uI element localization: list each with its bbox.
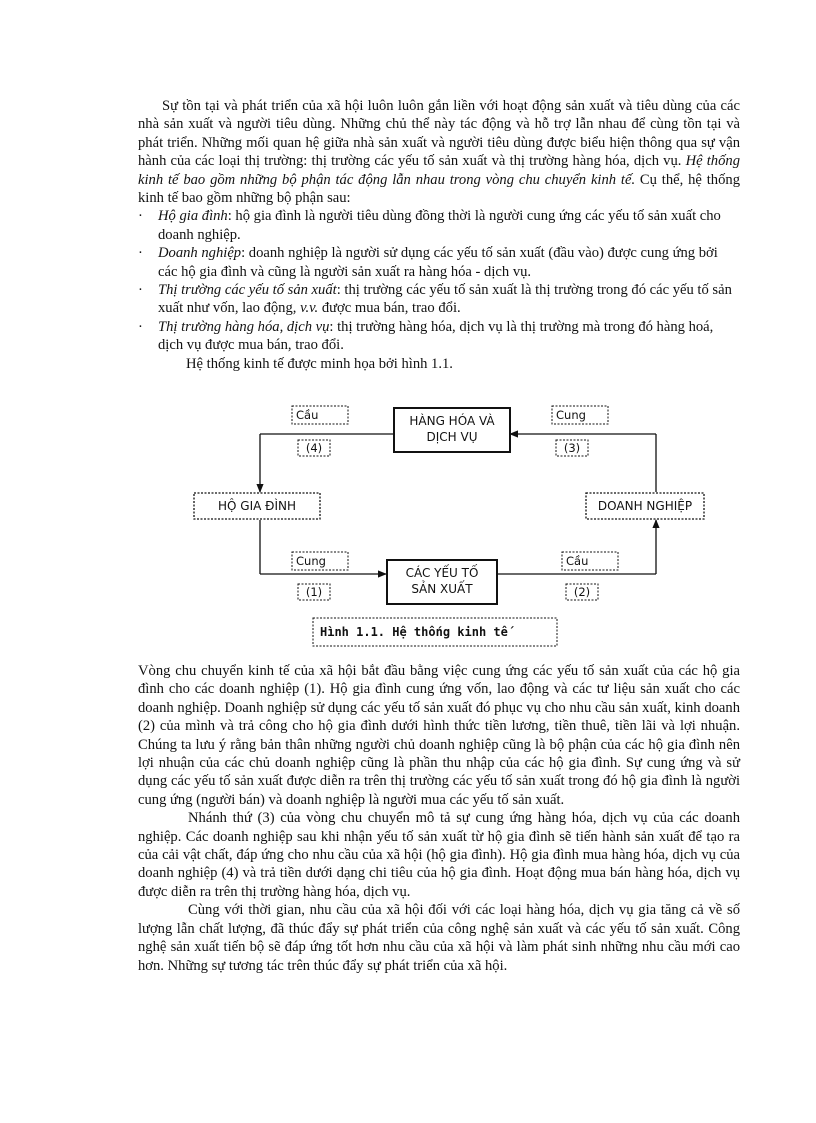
bullet-italic-abbrev: v.v. (300, 300, 319, 317)
lower-text-block (138, 662, 740, 975)
bullet-marker: · (138, 318, 143, 335)
bottom-left-number: (1) (305, 585, 323, 599)
firm-box-label: DOANH NGHIỆP (597, 499, 693, 513)
household-box-label: HỘ GIA ĐÌNH (218, 499, 296, 513)
top-right-number: (3) (563, 441, 581, 455)
bullet-firm (138, 244, 740, 281)
top-right-label: Cung (556, 408, 586, 422)
bullet-text: : hộ gia đình là người tiêu dùng đồng thời là người cung ứng các yếu tố sản xuất cho doanh nghiệp. (158, 208, 721, 243)
bullet-term: Thị trường hàng hóa, dịch vụ (158, 318, 330, 335)
bullet-text: : thị trường hàng hóa, dịch vụ là thị trường mà trong đó hàng hoá, dịch vụ được mua bán, trao đổi. (158, 318, 714, 354)
diagram-svg (180, 396, 693, 658)
bullet-household (138, 207, 740, 244)
factors-box-line2: SẢN XUẤT (411, 582, 473, 596)
bullet-text: : thị trường các yếu tố sản xuất là thị trường trong đó các yếu tố sản xuất như vốn, lao động, (158, 282, 732, 317)
factors-box-line1: CÁC YẾU TỐ (405, 566, 479, 580)
intro-text-end: Cụ thể, hệ thống kinh tế bao gồm những bộ phận sau: (138, 171, 740, 207)
bottom-right-number: (2) (573, 585, 591, 599)
intro-paragraph (138, 97, 740, 207)
bullet-term: Thị trường các yếu tố sản xuất (158, 282, 337, 299)
paragraph-branch-3: Nhánh thứ (3) của vòng chu chuyển mô tả sự cung ứng hàng hóa, dịch vụ của các doanh nghiệp. Các doanh nghiệp sau khi nhận yếu tố sản xuất từ hộ gia đình sẽ tiến hành sản xuất để tạo ra của cải vật chất, đáp ứng cho nhu cầu của xã hội (hộ gia đình). Hộ gia đình mua hàng hóa, dịch vụ của doanh nghiệp (4) và trả tiền dưới dạng chi tiêu của hộ gia đình. Hoạt động mua bán hàng hóa, dịch vụ được diễn ra trên thị trường hàng hóa, dịch vụ. (138, 810, 740, 900)
bullet-factor-market (138, 281, 740, 318)
economic-system-diagram (180, 396, 693, 658)
paragraph-cycle: Vòng chu chuyển kinh tế của xã hội bắt đầu bằng việc cung ứng các yếu tố sản xuất của các hộ gia đình cho các doanh nghiệp (1). Hộ gia đình cung ứng vốn, lao động và các tư liệu sản xuất cho các doanh nghiệp. Doanh nghiệp sử dụng các yếu tố sản xuất đó phục vụ cho nhu cầu sản xuất, kinh doanh (2) của mình và trả công cho hộ gia đình dưới hình thức tiền lương, tiền thuê, tiền lãi và lợi nhuận. Chúng ta lưu ý rằng bản thân những người chủ doanh nghiệp cũng là bộ phận của các hộ gia đình nên lợi nhuận của các chủ doanh nghiệp cũng là phần thu nhập của các hộ gia đình. Sự cung ứng và sử dụng các yếu tố sản xuất được diễn ra trên thị trường các yếu tố sản xuất trong đó hộ gia đình là người cung ứng (người bán) và doanh nghiệp là người mua các yếu tố sản xuất. (138, 663, 740, 808)
goods-box-line2: DỊCH VỤ (426, 430, 478, 444)
intro-text: Sự tồn tại và phát triển của xã hội luôn luôn gắn liền với hoạt động sản xuất và tiêu dùng của các nhà sản xuất và người tiêu dùng. Những chủ thể này tác động và hỗ trợ lẫn nhau để cùng tồn tại và phát triển. Những mối quan hệ giữa nhà sản xuất và người tiêu dùng được biểu hiện thông qua sự vận hành của các loại thị trường: thị trường các yếu tố sản xuất và thị trường hàng hóa, dịch vụ. (138, 98, 740, 170)
bullet-text-end: được mua bán, trao đổi. (318, 300, 461, 317)
bottom-right-label: Cầu (566, 554, 589, 568)
bullet-term: Hộ gia đình (158, 208, 228, 225)
bullet-goods-market (138, 318, 740, 355)
paragraph-development: Cùng với thời gian, nhu cầu của xã hội đối với các loại hàng hóa, dịch vụ gia tăng cả về số lượng lẫn chất lượng, đã thúc đẩy sự phát triển của công nghệ sản xuất và các yếu tố sản xuất. Công nghệ sản xuất tiến bộ sẽ đáp ứng tốt hơn nhu cầu của xã hội và làm phát sinh những nhu cầu mới cao hơn. Những sự tương tác trên thúc đẩy sự phát triển của xã hội. (138, 902, 740, 974)
bullet-text: : doanh nghiệp là người sử dụng các yếu tố sản xuất (đầu vào) được cung ứng bởi các hộ gia đình và cũng là người sản xuất ra hàng hóa - dịch vụ. (158, 245, 718, 280)
bullet-marker: · (138, 282, 143, 299)
top-left-label: Cầu (296, 408, 319, 422)
upper-text-block (138, 97, 740, 373)
bullet-term: Doanh nghiệp (158, 245, 242, 262)
bottom-left-label: Cung (296, 554, 326, 568)
figure-intro: Hệ thống kinh tế được minh họa bởi hình 1.1. (186, 355, 453, 372)
bullet-marker: · (138, 208, 143, 225)
top-left-number: (4) (305, 441, 323, 455)
bullet-marker: · (138, 245, 143, 262)
figure-caption: Hình 1.1. Hệ thống kinh tế (320, 625, 508, 639)
intro-italic-definition: Hệ thống kinh tế bao gồm những bộ phận tác động lẫn nhau trong vòng chu chuyển kinh tế. (138, 153, 740, 188)
goods-box-line1: HÀNG HÓA VÀ (409, 414, 495, 428)
